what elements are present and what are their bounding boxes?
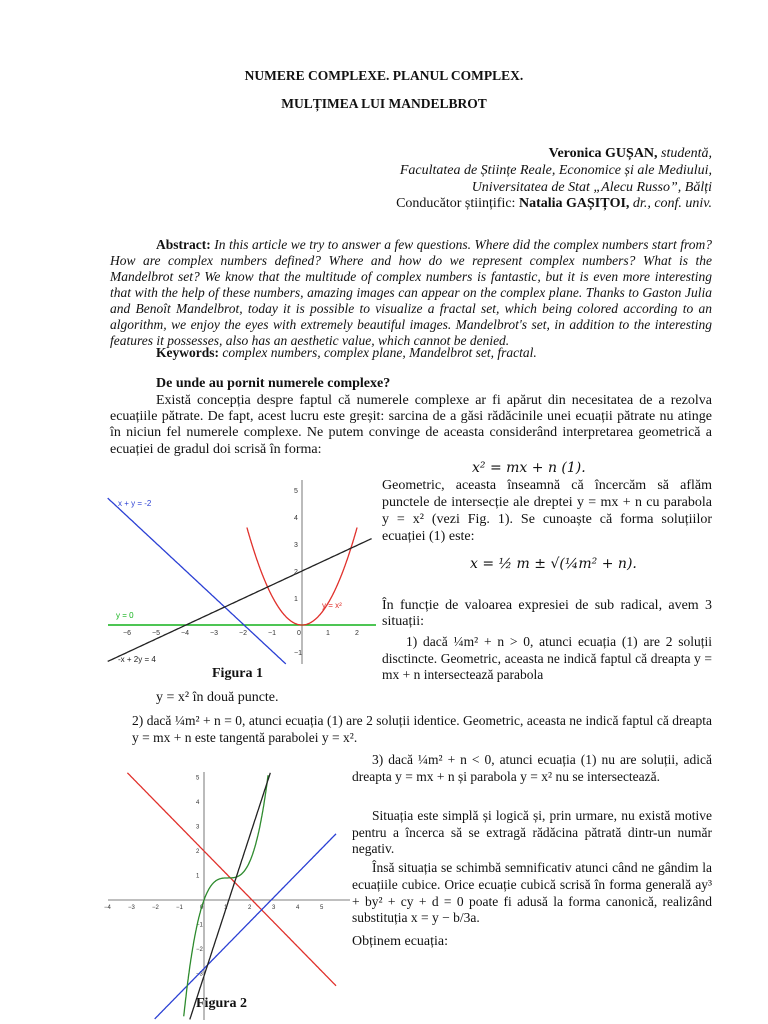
supervisor-line [396, 196, 712, 212]
y-tick-label: 1 [294, 596, 298, 603]
x-tick-label: −4 [104, 905, 111, 911]
x-tick-label: 1 [224, 905, 228, 911]
line-x-plus-y-minus-2 [108, 498, 286, 664]
line-minus-x-plus-2y-4 [108, 539, 372, 662]
equation-2-rhs: ½ m ± √(¼m² + n). [498, 556, 637, 572]
supervisor-name: Natalia GAȘIȚOI, [518, 196, 630, 211]
y-tick-label: 2 [294, 569, 298, 576]
keywords [156, 345, 537, 361]
y-tick-label: 1 [196, 873, 200, 880]
x-tick-label: −2 [239, 630, 247, 637]
x-tick-label: 0 [297, 630, 301, 637]
y-tick-label: 4 [196, 800, 200, 806]
x-tick-label: 2 [355, 630, 359, 637]
x-tick-label: 2 [248, 905, 252, 911]
case-1-continued: y = x² în două puncte. [156, 690, 279, 705]
paragraph-intro: Există concepția despre faptul că numerele complexe ar fi apărut din necesitatea de a rezolva ecuațiile pătrate. De fapt, acest lucru este greșit: sarcina de a găsi rădăcinile unei ecuații pătrate nu atinge în niciun fel numerele complexe. Ne putem convinge de aceasta considerând interpretarea geometrică a ecuației de gradul doi scrisă în forma: [110, 393, 712, 457]
title-line-1: NUMERE COMPLEXE. PLANUL COMPLEX. [244, 68, 524, 83]
x-tick-label: −6 [123, 630, 131, 637]
case-2: 2) dacă ¼m² + n = 0, atunci ecuația (1) are 2 soluții identice. Geometric, aceasta ne indică faptul că dreapta y = mx + n este tangentă parabolei y = x². [132, 713, 712, 745]
author-line [549, 146, 712, 162]
x-tick-label: −1 [176, 905, 183, 911]
line-red [127, 773, 336, 986]
x-tick-label: 4 [296, 905, 300, 911]
x-tick-label: −3 [128, 905, 135, 911]
paragraph-cubic: Însă situația se schimbă semnificativ atunci când ne gândim la ecuațiile cubice. Orice ecuație cubică scrisă în forma generală ay³ + by² + cy + d = 0 poate fi adusă la forma canonică, realizând substituția x = y − b/3a. [352, 860, 712, 926]
section-heading: De unde au pornit numerele complexe? [156, 376, 391, 391]
x-tick-label: −3 [210, 630, 218, 637]
x-tick-label: −2 [152, 905, 159, 911]
paragraph-geometric: Geometric, aceasta înseamnă că încercăm să aflăm punctele de intersecție ale dreptei y = mx + n cu parabola y = x² (vezi Fig. 1). Se cunoaște că forma soluțiilor ecuației (1) este: [382, 478, 712, 544]
paragraph-obtain: Obținem ecuația: [352, 934, 449, 949]
figure-1-plot [108, 472, 376, 664]
y-tick-label: −1 [196, 922, 203, 929]
abstract-label: Abstract: [156, 237, 211, 252]
case-3: 3) dacă ¼m² + n < 0, atunci ecuația (1) nu are soluții, adică dreapta y = mx + n și parabola y = x² nu se intersectează. [352, 752, 712, 784]
keywords-text: complex numbers, complex plane, Mandelbrot set, fractal. [219, 345, 537, 360]
label-black-line: -x + 2y = 4 [118, 655, 156, 664]
case-1: 1) dacă ¼m² + n > 0, atunci ecuația (1) are 2 soluții disctincte. Geometric, aceasta ne indică faptul că dreapta y = mx + n intersectează parabola [382, 634, 712, 682]
abstract-text: In this article we try to answer a few questions. Where did the complex numbers start from? How are complex numbers defined? Where and how do we represent complex numbers? What is the Mandelbrot set? We know that the multitude of complex numbers is fantastic, but it is even more interesting that with the help of these numbers, amazing images can appear on the complex plane. Thanks to Gaston Julia and Benoît Mandelbrot, today it is possible to visualize a fractal set, which being colored according to an algorithm, we enjoy the eyes with extremely beautiful images. Mandelbrot's set, in addition to the interesting features it possesses, also has an aesthetic value, which cannot be denied. [110, 237, 712, 348]
author-role: studentă, [657, 146, 712, 161]
x-tick-label: 3 [272, 905, 276, 911]
supervisor-title: dr., conf. univ. [629, 196, 712, 211]
figure-1-caption: Figura 1 [212, 666, 263, 681]
keywords-label: Keywords: [156, 345, 219, 360]
y-tick-label: 4 [294, 515, 298, 522]
x-tick-label: −4 [181, 630, 189, 637]
y-tick-label: 5 [294, 488, 298, 495]
author-name: Veronica GUȘAN, [548, 146, 658, 161]
author-affiliation-faculty: Facultatea de Științe Reale, Economice și ale Mediului, [399, 163, 712, 178]
paragraph-situations: În funcție de valoarea expresiei de sub radical, avem 3 situații: [382, 598, 712, 629]
x-tick-label: −1 [268, 630, 276, 637]
y-tick-label: 3 [294, 542, 298, 549]
title-line-2: MULȚIMEA LUI MANDELBROT [281, 96, 487, 111]
line-blue [155, 834, 336, 1019]
figure-2-caption: Figura 2 [196, 996, 247, 1011]
x-tick-label: −5 [152, 630, 160, 637]
abstract [110, 237, 712, 349]
y-tick-label: 3 [196, 824, 200, 831]
y-tick-label: 5 [196, 775, 200, 782]
y-tick-label: −2 [196, 947, 203, 953]
y-tick-label: −3 [196, 971, 203, 978]
cubic-curve [184, 775, 268, 1016]
x-tick-label: 0 [200, 905, 204, 911]
label-green-line: y = 0 [116, 611, 134, 620]
label-blue-line: x + y = -2 [118, 499, 152, 508]
author-affiliation-university: Universitatea de Stat „Alecu Russo”, Bălți [471, 180, 712, 195]
supervisor-label: Conducător științific: [396, 196, 519, 211]
y-tick-label: −1 [294, 650, 302, 657]
paragraph-logic: Situația este simplă și logică și, prin urmare, nu există motive pentru a încerca să se extragă rădăcina pătrată dintr-un număr negativ. [352, 808, 712, 856]
y-tick-label: 2 [196, 849, 200, 855]
line-black [190, 773, 270, 1020]
equation-2-lhs: x = [470, 556, 499, 572]
equation-2 [470, 556, 637, 572]
label-parabola: y = x² [322, 601, 342, 610]
equation-1: x² = mx + n (1). [472, 460, 586, 476]
figure-2-plot [104, 768, 350, 1020]
x-tick-label: 5 [320, 905, 324, 911]
x-tick-label: 1 [326, 630, 330, 637]
